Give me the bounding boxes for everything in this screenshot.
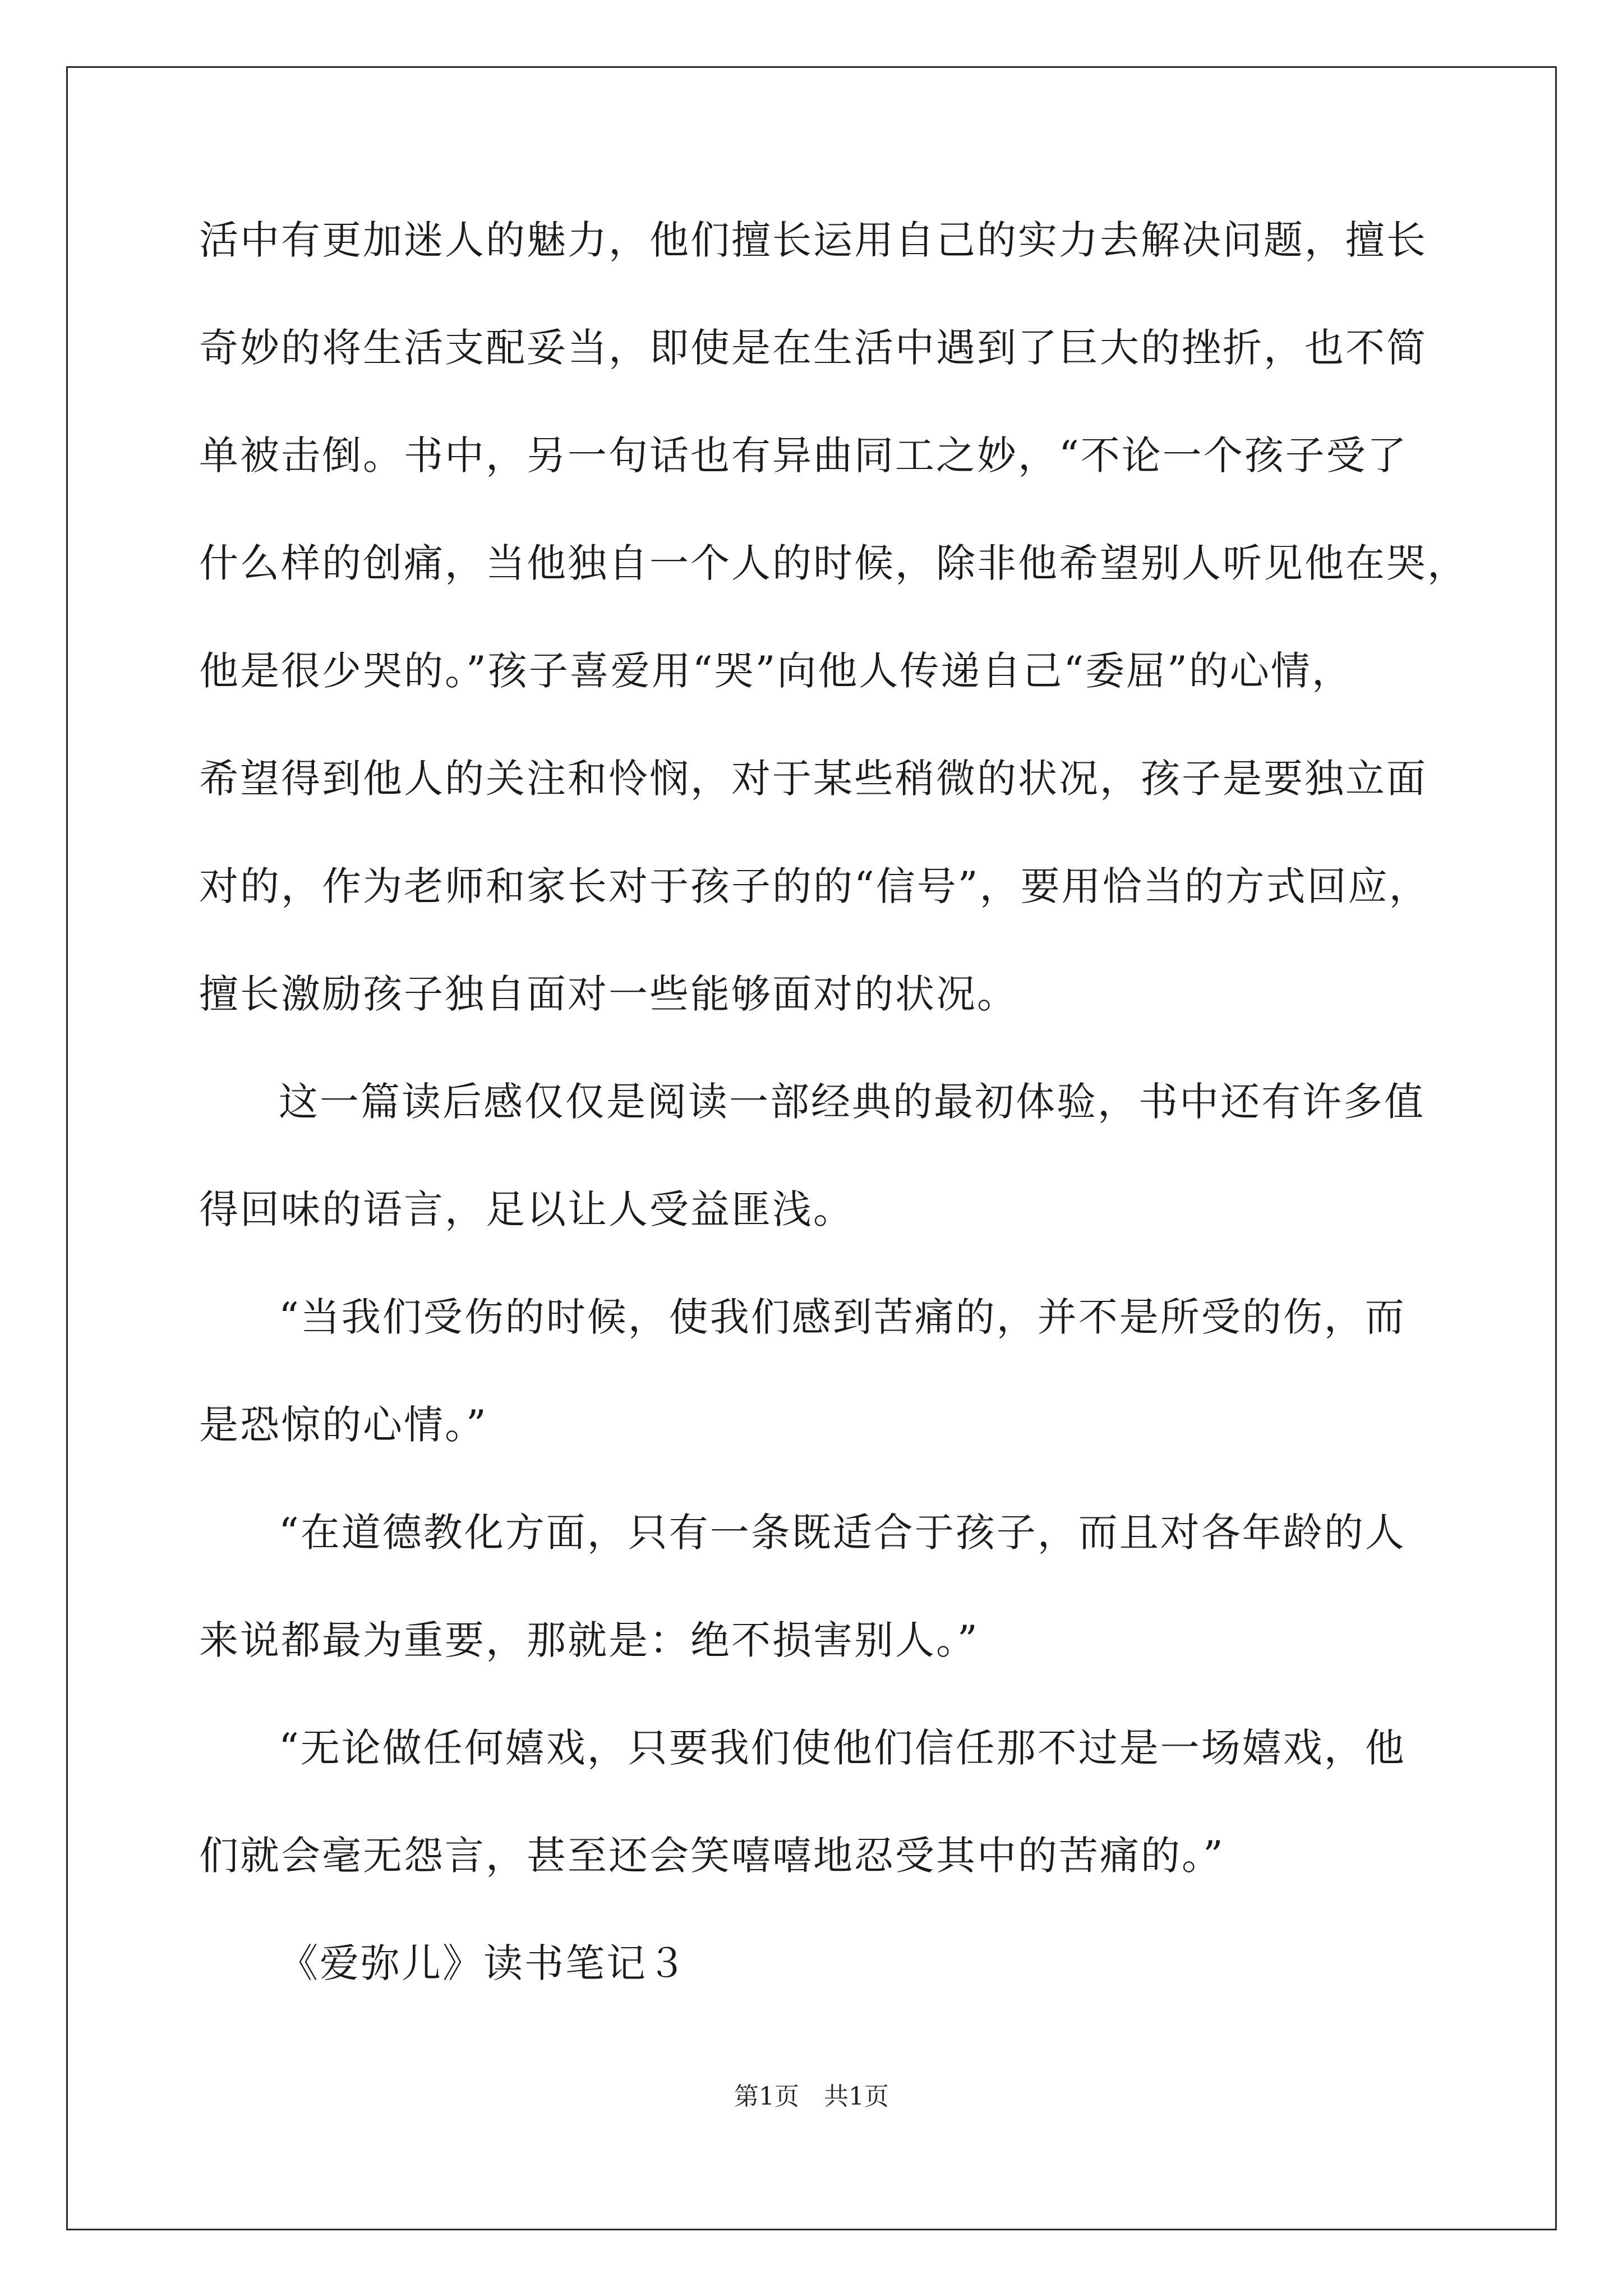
text-line: “无论做任何嬉戏，只要我们使他们信任那不过是一场嬉戏，他 [279,1725,1406,1771]
text-line: 这一篇读后感仅仅是阅读一部经典的最初体验，书中还有许多值 [279,1079,1425,1125]
text-line: “当我们受伤的时候，使我们感到苦痛的，并不是所受的伤，而 [279,1294,1406,1340]
text-line: 什么样的创痛，当他独自一个人的时候，除非他希望别人听见他在哭， [199,540,1468,586]
section-heading: 《爱弥儿》读书笔记３ [279,1940,688,1986]
page-number-footer: 第1页 共1页 [734,2082,889,2111]
text-line: 得回味的语言，足以让人受益匪浅。 [199,1186,854,1232]
text-line: 奇妙的将生活支配妥当，即使是在生活中遇到了巨大的挫折，也不简 [199,325,1427,371]
text-line: 他是很少哭的。”孩子喜爱用“哭”向他人传递自己“委屈”的心情， [199,648,1353,694]
document-body [199,217,1468,2051]
text-line: 希望得到他人的关注和怜悯，对于某些稍微的状况，孩子是要独立面 [199,756,1427,802]
text-line: 是恐惊的心情。” [199,1402,488,1448]
text-line: “在道德教化方面，只有一条既适合于孩子，而且对各年龄的人 [279,1510,1406,1556]
text-line: 擅长激励孩子独自面对一些能够面对的状况。 [199,971,1018,1017]
text-line: 活中有更加迷人的魅力，他们擅长运用自己的实力去解决问题，擅长 [199,217,1427,263]
text-line: 们就会毫无怨言，甚至还会笑嘻嘻地忍受其中的苦痛的。” [199,1833,1225,1879]
text-line: 对的，作为老师和家长对于孩子的的“信号”，要用恰当的方式回应， [199,863,1430,909]
text-line: 来说都最为重要，那就是：绝不损害别人。” [199,1617,979,1663]
text-line: 单被击倒。书中，另一句话也有异曲同工之妙，“不论一个孩子受了 [199,432,1408,478]
